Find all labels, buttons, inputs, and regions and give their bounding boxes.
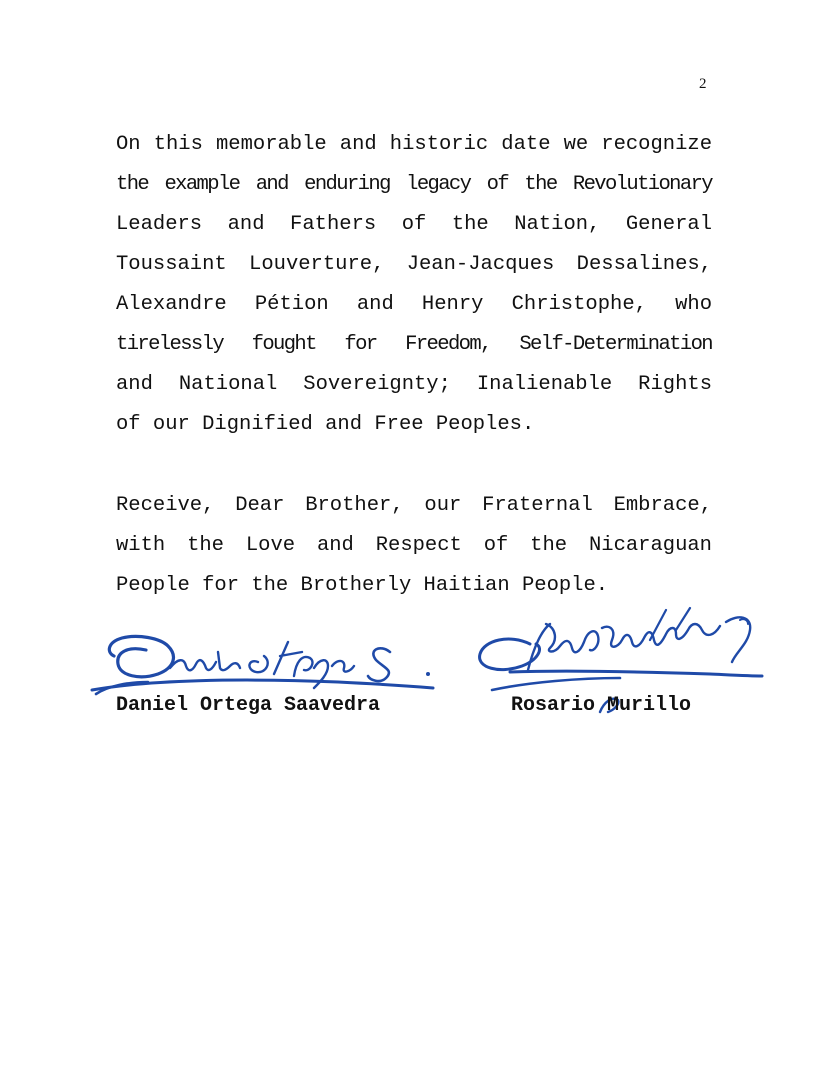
paragraph-line: Receive, Dear Brother, our Fraternal Embrace, — [116, 494, 712, 517]
paragraph-line: the example and enduring legacy of the Revolutionary — [116, 173, 712, 196]
page-number: 2 — [699, 76, 707, 92]
signatory-name-ortega: Daniel Ortega Saavedra — [116, 694, 381, 717]
signatory-name-murillo: Rosario Murillo — [511, 694, 692, 717]
paragraph-embrace — [116, 486, 712, 606]
paragraph-line: On this memorable and historic date we recognize — [116, 133, 712, 156]
paragraph-line: tirelessly fought for Freedom, Self-Determination — [116, 333, 712, 356]
paragraph-line: Alexandre Pétion and Henry Christophe, who — [116, 293, 712, 316]
paragraph-recognition — [116, 125, 712, 445]
signature-ortega — [88, 622, 438, 702]
paragraph-line: Leaders and Fathers of the Nation, General — [116, 213, 712, 236]
paragraph-line: People for the Brotherly Haitian People. — [116, 574, 609, 597]
paragraph-line: and National Sovereignty; Inalienable Rights — [116, 373, 712, 396]
paragraph-line: of our Dignified and Free Peoples. — [116, 413, 535, 436]
paragraph-line: with the Love and Respect of the Nicaraguan — [116, 534, 712, 557]
paragraph-line: Toussaint Louverture, Jean-Jacques Dessalines, — [116, 253, 712, 276]
